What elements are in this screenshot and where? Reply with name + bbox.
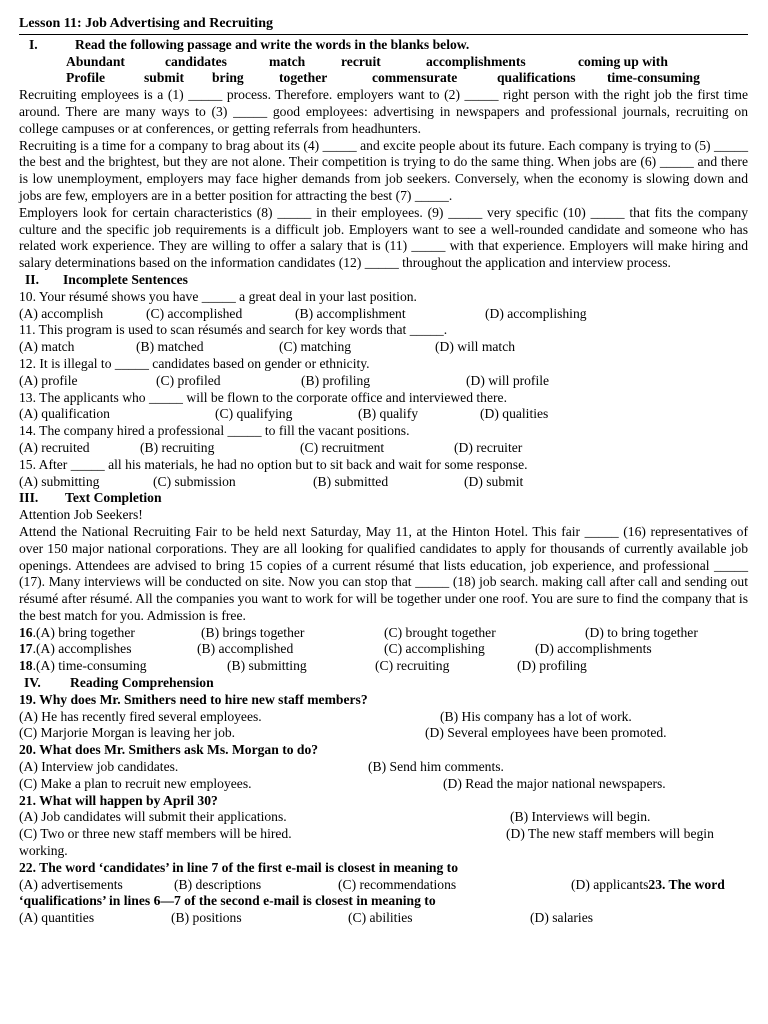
question-stem: 11. This program is used to scan résumés and search for key words that _____. <box>19 322 448 338</box>
section-number: IV. <box>24 675 41 691</box>
answer-option: (D) Several employees have been promoted. <box>425 725 667 741</box>
answer-options <box>19 776 748 793</box>
answer-option: .(A) accomplishes <box>32 641 132 657</box>
word-bank <box>19 54 748 88</box>
question-stem-start: 23. The word <box>648 876 725 892</box>
answer-option: (A) qualification <box>19 406 110 422</box>
answer-options <box>19 373 748 390</box>
answer-option: (A) Job candidates will submit their applications. <box>19 809 287 825</box>
answer-option: (B) His company has a lot of work. <box>440 708 632 724</box>
answer-option: .(A) bring together <box>32 624 135 640</box>
answer-options <box>19 406 748 423</box>
answer-option: (A) quantities <box>19 910 95 926</box>
section-number: II. <box>25 271 39 287</box>
question-stem: 12. It is illegal to _____ candidates based on gender or ethnicity. <box>19 355 370 371</box>
question-number: 17 <box>19 641 33 657</box>
word-bank-item: qualifications <box>497 70 576 86</box>
section-instruction: Read the following passage and write the words in the blanks below. <box>75 36 470 52</box>
question-number: 18 <box>19 658 33 674</box>
answer-option: (A) He has recently fired several employees. <box>19 708 262 724</box>
answer-option: (C) profiled <box>156 372 221 388</box>
answer-options <box>19 339 748 356</box>
answer-option: (D) will match <box>435 339 516 355</box>
answer-option: (B) brings together <box>201 624 305 640</box>
answer-option: (D) salaries <box>530 910 594 926</box>
passage-paragraph: Recruiting employees is a (1) _____ process. Therefore. employers want to (2) _____ right person with the right job the first time around. There are many ways to (3) _____ good employees: advertising in newspapers and professional journals, recruiting on college campuses or at conferences, or getting referrals from headhunters. <box>19 87 748 136</box>
question-stem: ‘qualifications’ in lines 6—7 of the second e-mail is closest in meaning to <box>19 893 436 909</box>
worksheet-page <box>19 16 748 927</box>
answer-option: (C) recommendations <box>338 876 457 892</box>
answer-option: (B) recruiting <box>140 439 215 455</box>
question-stem: 15. After _____ all his materials, he had no option but to sit back and wait for some response. <box>19 456 528 472</box>
answer-option: (B) descriptions <box>174 876 262 892</box>
section-4-heading <box>19 675 748 692</box>
answer-option: (D) to bring together <box>585 624 698 640</box>
question-stem: 19. Why does Mr. Smithers need to hire new staff members? <box>19 691 368 707</box>
answer-option: (D) The new staff members will begin <box>506 826 714 842</box>
answer-option: .(A) time-consuming <box>32 658 147 674</box>
section-2-heading <box>19 272 748 289</box>
section-1-heading <box>19 37 748 54</box>
answer-option: (C) Two or three new staff members will be hired. <box>19 826 292 842</box>
section-heading-text: Incomplete Sentences <box>63 271 188 287</box>
word-bank-row <box>66 70 748 87</box>
passage-paragraph: Employers look for certain characteristics (8) _____ in their employees. (9) _____ very specific (10) _____ that fits the company culture and the specific job requirements is a difficult job. Employers want to see a well-rounded candidate and someone who has related work experience. They are willing to offer a salary that is (11) _____ with that experience. Employers will make hiring and salary determinations based on the information candidates (12) _____ throughout the application and interview process. <box>19 204 748 271</box>
answer-options <box>19 306 748 323</box>
answer-option: (C) brought together <box>384 624 496 640</box>
section-3-heading <box>19 490 748 507</box>
notice-passage: Attend the National Recruiting Fair to be held next Saturday, May 11, at the Hinton Hotel. This fair _____ (16) representatives of over 150 major national corporations. They are all looking for qualified candidates to apply for thousands of currently available job openings. Attendees are advised to bring 15 copies of a current résumé that lists education, job experience, and professional _____ (17). Many interviews will be conducted on site. Now you can stop that _____ (18) job search. making call after call and sending out résumé after résumé. All the companies you want to work for will be together under one roof. You are sure to find the company that is the best match for you. Admission is free. <box>19 523 748 623</box>
word-bank-item: bring <box>212 70 244 86</box>
answer-options <box>19 725 748 742</box>
word-bank-item: submit <box>144 70 185 86</box>
word-bank-item: coming up with <box>578 53 668 69</box>
answer-options <box>19 826 748 843</box>
answer-option: (B) accomplishment <box>295 305 406 321</box>
answer-option: (C) qualifying <box>215 406 293 422</box>
answer-options <box>19 759 748 776</box>
answer-options <box>19 474 748 491</box>
answer-option: (B) positions <box>171 910 242 926</box>
answer-option: (C) submission <box>153 473 236 489</box>
answer-option: (B) matched <box>136 339 204 355</box>
question-stem: 14. The company hired a professional _____ to fill the vacant positions. <box>19 423 410 439</box>
word-bank-item: recruit <box>341 53 381 69</box>
answer-option: (D) recruiter <box>454 439 523 455</box>
answer-options <box>19 658 748 675</box>
word-bank-item: Abundant <box>66 53 125 69</box>
section-heading-text: Reading Comprehension <box>70 675 214 691</box>
answer-options <box>19 809 748 826</box>
answer-option: (C) abilities <box>348 910 413 926</box>
answer-option: (B) qualify <box>358 406 419 422</box>
answer-option: (D) profiling <box>517 658 587 674</box>
word-bank-item: commensurate <box>372 70 458 86</box>
answer-option: (A) Interview job candidates. <box>19 759 179 775</box>
word-bank-item: match <box>269 53 306 69</box>
passage-paragraph: Recruiting is a time for a company to brag about its (4) _____ and excite people about its future. Each company is trying to (5) _____ the best and the brightest, but they are not alone. Their competition is trying to do the same thing. When jobs are (6) _____ and there is low unemployment, employers may face higher demands from job seekers. Conversely, when the economy is slowing down and jobs are few, employers are in a better position for attracting the best (7) _____. <box>19 137 748 203</box>
answer-option: (A) advertisements <box>19 876 123 892</box>
answer-option: (B) profiling <box>301 372 371 388</box>
word-bank-item: together <box>279 70 328 86</box>
answer-option: (D) qualities <box>480 406 549 422</box>
answer-option: (D) accomplishing <box>485 305 587 321</box>
answer-option: (D) will profile <box>466 372 550 388</box>
word-bank-row <box>66 54 748 71</box>
answer-option: (C) recruitment <box>300 439 385 455</box>
answer-option: (C) matching <box>279 339 352 355</box>
answer-options <box>19 625 748 642</box>
answer-option: (B) accomplished <box>197 641 294 657</box>
answer-option: (C) Marjorie Morgan is leaving her job. <box>19 725 236 741</box>
answer-option: (B) Send him comments. <box>368 759 504 775</box>
question-stem: 21. What will happen by April 30? <box>19 792 218 808</box>
answer-option: (C) accomplished <box>146 305 243 321</box>
answer-option: (B) submitted <box>313 473 389 489</box>
word-bank-item: Profile <box>66 70 106 86</box>
page-title: Lesson 11: Job Advertising and Recruiting <box>19 16 748 35</box>
question-stem: 20. What does Mr. Smithers ask Ms. Morgan to do? <box>19 742 319 758</box>
question-stem: 13. The applicants who _____ will be flown to the corporate office and interviewed there. <box>19 389 507 405</box>
answer-option: (C) recruiting <box>375 658 450 674</box>
answer-option: (A) recruited <box>19 439 90 455</box>
answer-option: (D) submit <box>464 473 524 489</box>
answer-option: (B) submitting <box>227 658 307 674</box>
answer-option: (C) accomplishing <box>384 641 485 657</box>
answer-option: (C) Make a plan to recruit new employees. <box>19 775 252 791</box>
answer-option: (D) applicants <box>571 876 649 892</box>
word-bank-item: candidates <box>165 53 227 69</box>
word-bank-item: time-consuming <box>607 70 700 86</box>
answer-options <box>19 641 748 658</box>
question-stem: 22. The word ‘candidates’ in line 7 of the first e-mail is closest in meaning to <box>19 859 459 875</box>
answer-option: (A) profile <box>19 372 78 388</box>
answer-options <box>19 440 748 457</box>
notice-greeting: Attention Job Seekers! <box>19 507 143 523</box>
answer-option-continuation: working. <box>19 843 68 859</box>
answer-options <box>19 709 748 726</box>
answer-option: (B) Interviews will begin. <box>510 809 651 825</box>
answer-option: (A) submitting <box>19 473 100 489</box>
question-number: 16 <box>19 624 33 640</box>
question-stem: 10. Your résumé shows you have _____ a great deal in your last position. <box>19 288 417 304</box>
answer-option: (D) Read the major national newspapers. <box>443 775 666 791</box>
word-bank-item: accomplishments <box>426 53 526 69</box>
answer-option: (A) match <box>19 339 75 355</box>
answer-options <box>19 877 748 894</box>
answer-option: (D) accomplishments <box>535 641 652 657</box>
answer-options <box>19 910 748 927</box>
answer-option: (A) accomplish <box>19 305 104 321</box>
section-number: III. <box>19 490 39 506</box>
section-number: I. <box>29 36 38 52</box>
section-heading-text: Text Completion <box>65 490 162 506</box>
